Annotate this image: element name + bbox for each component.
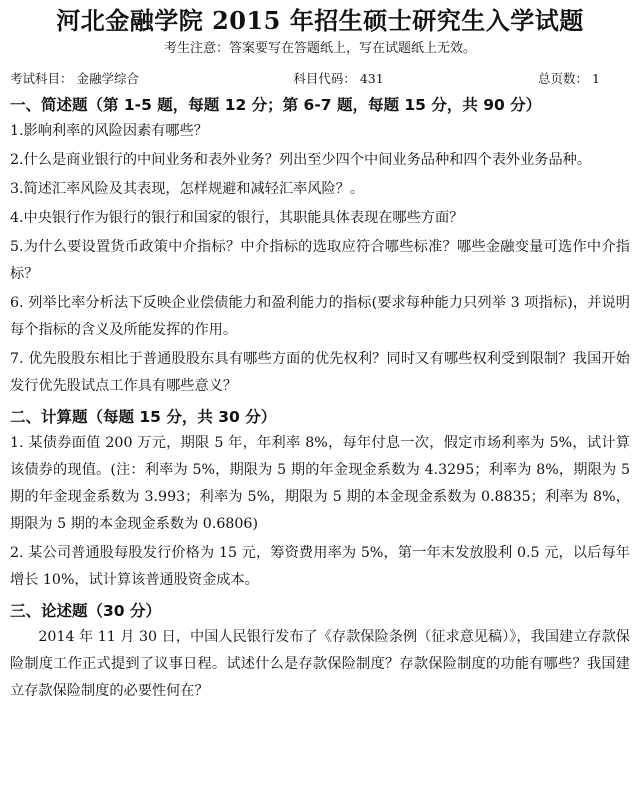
question-1-2: 2.什么是商业银行的中间业务和表外业务？列出至少四个中间业务品种和四个表外业务品种。 <box>10 152 592 168</box>
question-1-5: 5.为什么要设置货币政策中介指标？中介指标的选取应符合哪些标准？哪些金融变量可选作中介指标？ <box>10 239 630 282</box>
exam-subject: 考试科目： 金融学综合 <box>10 71 139 86</box>
exam-page <box>0 6 640 802</box>
exam-title: 河北金融学院 2015 年招生硕士研究生入学试题 <box>56 6 584 35</box>
section-heading-calculation: 二、计算题（每题 15 分，共 30 分） <box>10 408 277 426</box>
section-heading-essay: 三、论述题（30 分） <box>10 602 161 620</box>
question-2-1: 1. 某债券面值 200 万元，期限 5 年，年利率 8%，每年付息一次，假定市场利率为 5%，试计算该债券的现值。(注：利率为 5%，期限为 5 期的年金现金系数为 4.3295；利率为 8%，期限为 5 期的年金现金系数为 3.993；利率为 5%，期限为 5 期的本金现金系数为 0.8835；利率为 8%，期限为 5 期的本金现金系数为 0.6806) <box>10 435 630 532</box>
exam-pages: 总页数： 1 <box>538 71 600 86</box>
question-3-1: 2014 年 11 月 30 日，中国人民银行发布了《存款保险条例（征求意见稿）》，我国建立存款保险制度工作正式提到了议事日程。试述什么是存款保险制度？存款保险制度的功能有哪些？我国建立存款保险制度的必要性何在？ <box>10 629 630 699</box>
question-1-6: 6. 列举比率分析法下反映企业偿债能力和盈利能力的指标(要求每种能力只列举 3 项指标)，并说明每个指标的含义及所能发挥的作用。 <box>10 295 630 338</box>
question-1-3: 3.简述汇率风险及其表现，怎样规避和减轻汇率风险？。 <box>10 181 365 197</box>
exam-meta <box>10 70 630 88</box>
exam-notice: 考生注意：答案要写在答题纸上，写在试题纸上无效。 <box>163 41 476 56</box>
section-heading-short-answer: 一、简述题（第 1-5 题，每题 12 分；第 6-7 题，每题 15 分，共 90 分） <box>10 96 542 114</box>
question-1-4: 4.中央银行作为银行的银行和国家的银行，其职能具体表现在哪些方面？ <box>10 210 464 226</box>
exam-code: 科目代码： 431 <box>293 71 384 86</box>
question-1-1: 1.影响利率的风险因素有哪些？ <box>10 123 208 139</box>
question-2-2: 2. 某公司普通股每股发行价格为 15 元，筹资费用率为 5%，第一年末发放股利 0.5 元，以后每年增长 10%，试计算该普通股资金成本。 <box>10 545 630 588</box>
question-1-7: 7. 优先股股东相比于普通股股东具有哪些方面的优先权利？同时又有哪些权利受到限制？我国开始发行优先股试点工作具有哪些意义？ <box>10 351 630 394</box>
